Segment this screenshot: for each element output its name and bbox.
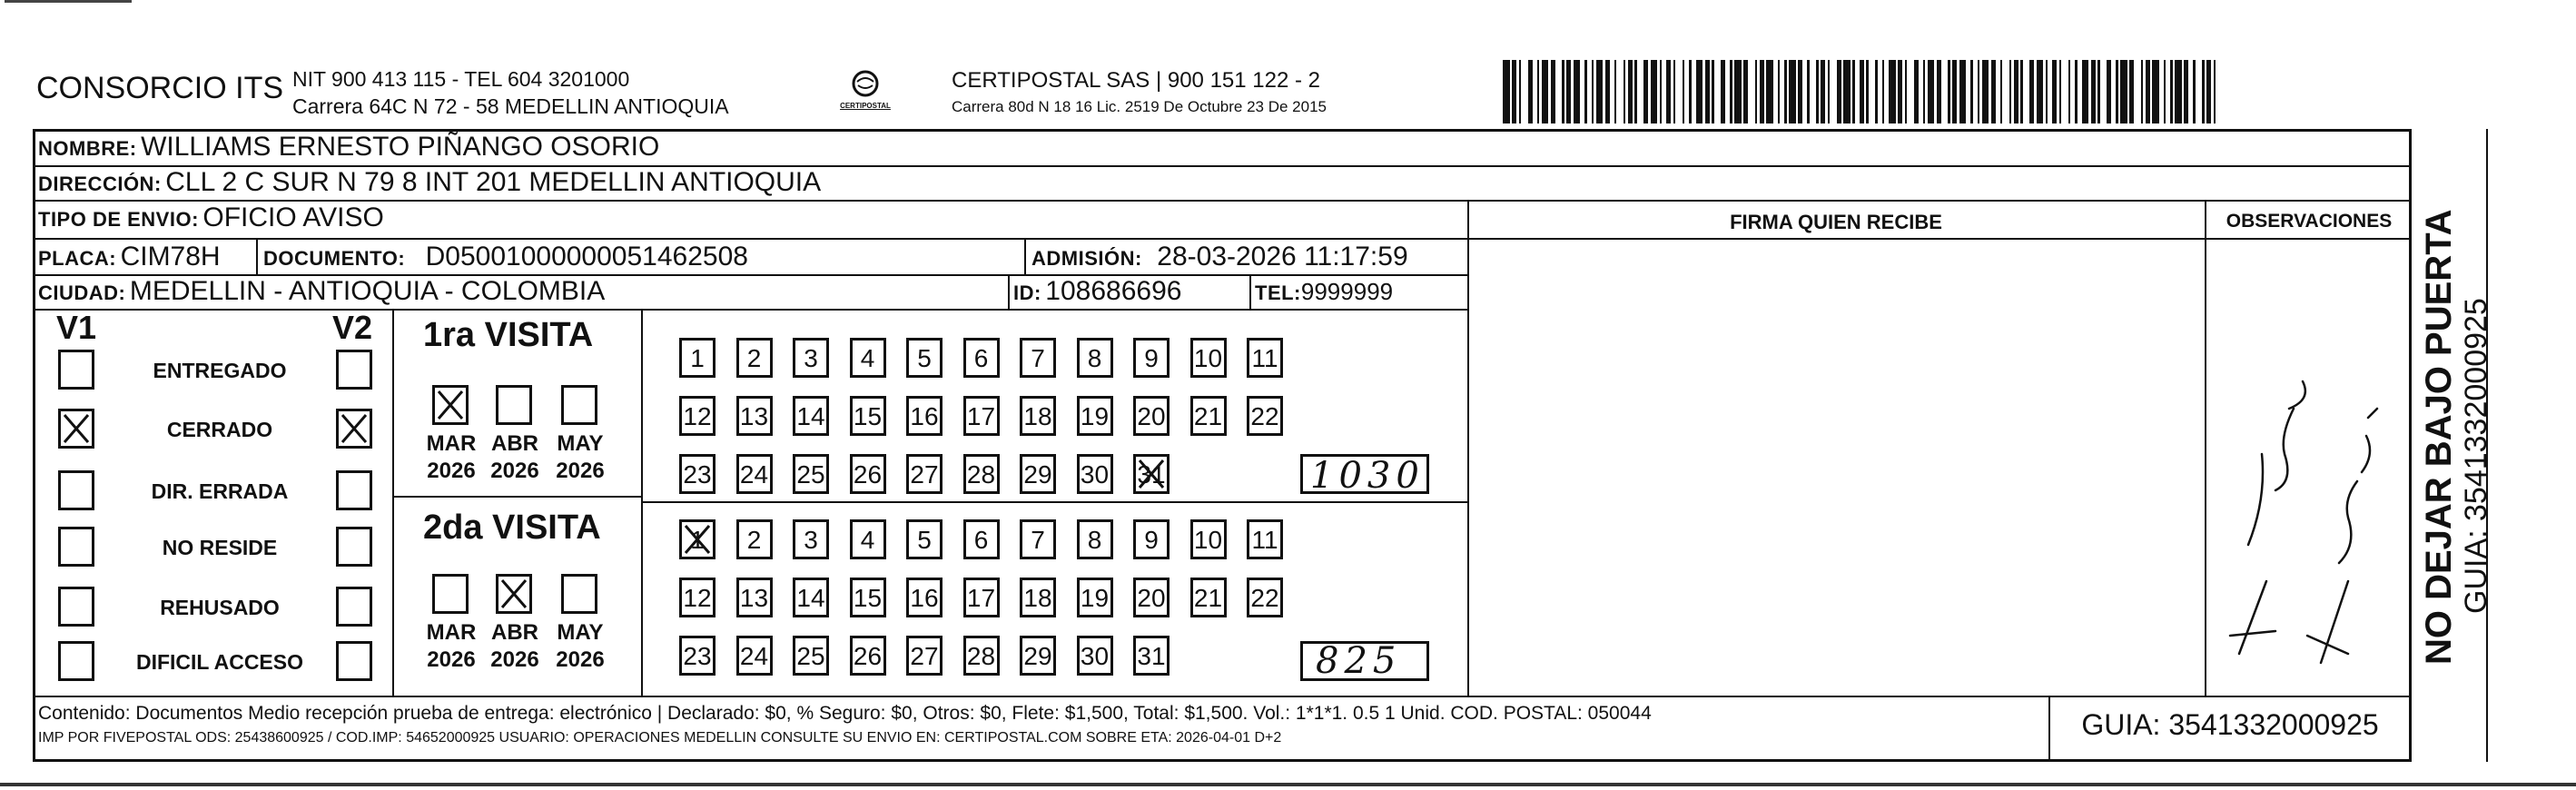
barcode-bar: [1889, 60, 1896, 123]
v2-checkbox[interactable]: [336, 641, 372, 681]
footer-line-1: Contenido: Documentos Medio recepción prueba de entrega: electrónico | Declarado: $0, % Seguro: $0, Otros: $0, Flete: $1,500, Total: $1,500. Vol.: 1*1*1. 0.5 1 Unid. COD. POSTAL: 050044: [38, 703, 1652, 724]
ciudad-value: MEDELLIN - ANTIOQUIA - COLOMBIA: [129, 276, 606, 306]
barcode-bar: [1810, 60, 1817, 123]
footer-line-2: IMP POR FIVEPOSTAL ODS: 25438600925 / COD.IMP: 54652000925 USUARIO: OPERACIONES MEDELLIN CONSULTE SU ENVIO EN: CERTIPOSTAL.COM SOBRE ETA: 2026-04-01 D+2: [38, 730, 1282, 746]
barcode-bar: [1843, 60, 1851, 123]
id-cell: [1013, 276, 1181, 307]
barcode-bar: [1574, 60, 1581, 123]
admision-value: 28-03-2026 11:17:59: [1157, 242, 1408, 272]
barcode-bar: [1616, 60, 1624, 123]
observaciones-header: OBSERVACIONES: [2226, 211, 2393, 232]
visit2-day-box[interactable]: 6: [963, 519, 1000, 559]
v1-checkbox[interactable]: [58, 470, 94, 510]
v2-checkbox[interactable]: [336, 350, 372, 390]
documento-value: D05001000000051462508: [425, 242, 748, 272]
admision-label: ADMISIÓN:: [1031, 247, 1142, 270]
visit1-day-box[interactable]: 18: [1020, 396, 1056, 436]
visit1-day-box[interactable]: 13: [736, 396, 773, 436]
barcode: [1503, 60, 2225, 123]
barcode-bar: [1555, 60, 1563, 123]
visit2-day-box[interactable]: 26: [850, 636, 886, 676]
barcode-bar: [2002, 60, 2009, 123]
visit2-day-box[interactable]: 15: [850, 578, 886, 617]
v1-checkbox[interactable]: [58, 641, 94, 681]
visit2-day-box[interactable]: 17: [963, 578, 1000, 617]
visit1-day-box[interactable]: 9: [1133, 338, 1170, 378]
nombre-value: WILLIAMS ERNESTO PIÑANGO OSORIO: [141, 132, 660, 162]
barcode-bar: [1637, 60, 1644, 123]
visit1-month-label: MAR: [426, 431, 477, 456]
visit1-day-box[interactable]: 27: [906, 454, 943, 494]
tel-value: 9999999: [1300, 278, 1394, 305]
visit1-day-box[interactable]: 30: [1077, 454, 1113, 494]
visit2-day-box[interactable]: 22: [1247, 578, 1283, 617]
visit1-day-box[interactable]: 22: [1247, 396, 1283, 436]
visit2-month-label: MAR: [426, 620, 477, 645]
barcode-bar: [2216, 60, 2223, 123]
tel-label: TEL:: [1255, 281, 1301, 304]
barcode-bar: [1789, 60, 1796, 123]
placa-cell: [38, 242, 221, 272]
visit2-day-box[interactable]: 12: [679, 578, 716, 617]
scan-top-mark: [5, 0, 132, 3]
visit1-month-checkbox[interactable]: [561, 385, 597, 425]
visit1-day-box[interactable]: 24: [736, 454, 773, 494]
visit1-month-label: MAY: [557, 431, 604, 456]
visit1-day-box[interactable]: 26: [850, 454, 886, 494]
barcode-bar: [2120, 60, 2127, 123]
id-label: ID:: [1013, 281, 1041, 304]
v2-checkbox[interactable]: [336, 527, 372, 567]
visit1-day-box[interactable]: 1: [679, 338, 716, 378]
barcode-bar: [1696, 60, 1703, 123]
visit2-day-box[interactable]: 21: [1190, 578, 1227, 617]
visit2-day-box[interactable]: 14: [793, 578, 829, 617]
barcode-bar: [2037, 60, 2044, 123]
visit1-day-box[interactable]: 15: [850, 396, 886, 436]
visit2-day-box[interactable]: [679, 519, 716, 559]
v2-label: V2: [332, 309, 373, 346]
barcode-bar: [1766, 60, 1773, 123]
documento-cell: [263, 242, 748, 272]
visit2-month-checkbox[interactable]: [496, 574, 532, 614]
visit1-day-box[interactable]: 16: [906, 396, 943, 436]
admision-cell: [1031, 242, 1408, 272]
visit1-day-box[interactable]: 5: [906, 338, 943, 378]
v2-checkbox[interactable]: [336, 587, 372, 627]
placa-label: PLACA:: [38, 247, 117, 270]
nombre-row: [38, 132, 659, 163]
tel-cell: [1255, 278, 1393, 306]
visit2-day-box[interactable]: 8: [1077, 519, 1113, 559]
status-label: CERRADO: [166, 418, 273, 441]
visit1-day-box[interactable]: 4: [850, 338, 886, 378]
visit1-year-label: 2026: [427, 459, 476, 483]
visit2-month-checkbox[interactable]: [561, 574, 597, 614]
visit2-day-box[interactable]: 3: [793, 519, 829, 559]
visit1-day-box[interactable]: 12: [679, 396, 716, 436]
visit2-month-label: MAY: [557, 620, 604, 645]
visit2-day-box[interactable]: 30: [1077, 636, 1113, 676]
visit2-day-box[interactable]: 31: [1133, 636, 1170, 676]
visit2-day-box[interactable]: 7: [1020, 519, 1056, 559]
visit1-day-box[interactable]: 25: [793, 454, 829, 494]
footer-guia: GUIA: 3541332000925: [2081, 708, 2379, 741]
placa-value: CIM78H: [120, 242, 221, 272]
visit1-day-box[interactable]: 29: [1020, 454, 1056, 494]
id-value: 108686696: [1045, 276, 1182, 306]
visit1-day-box[interactable]: 21: [1190, 396, 1227, 436]
ciudad-cell: [38, 276, 605, 307]
barcode-bar: [1542, 60, 1549, 123]
visit1-day-box[interactable]: 11: [1247, 338, 1283, 378]
barcode-bar: [1959, 60, 1967, 123]
visit2-day-box[interactable]: 16: [906, 578, 943, 617]
v1-checkbox[interactable]: [58, 587, 94, 627]
visit1-day-box[interactable]: 28: [963, 454, 1000, 494]
barcode-bar: [2061, 60, 2068, 123]
visit2-title: 2da VISITA: [423, 509, 601, 547]
visit1-day-box[interactable]: 19: [1077, 396, 1113, 436]
visit1-day-box[interactable]: 8: [1077, 338, 1113, 378]
visit1-day-box[interactable]: [1133, 454, 1170, 494]
status-label: DIFICIL ACCESO: [135, 650, 303, 674]
visit2-month-checkbox[interactable]: [432, 574, 469, 614]
tipo-envio-value: OFICIO AVISO: [202, 202, 384, 232]
v2-checkbox[interactable]: [336, 409, 372, 449]
documento-label: DOCUMENTO:: [263, 247, 406, 270]
v2-checkbox[interactable]: [336, 470, 372, 510]
visit1-day-box[interactable]: 23: [679, 454, 716, 494]
observaciones-handwriting: [2212, 272, 2403, 690]
carrier-line-1: CERTIPOSTAL SAS | 900 151 122 - 2: [952, 68, 1320, 93]
barcode-bar: [1830, 60, 1837, 123]
barcode-bar: [1982, 60, 1989, 123]
ciudad-label: CIUDAD:: [38, 281, 126, 304]
barcode-bar: [2082, 60, 2089, 123]
barcode-bar: [1941, 60, 1949, 123]
barcode-bar: [2196, 60, 2203, 123]
visit2-month-label: ABR: [491, 620, 538, 645]
visit1-year-label: 2026: [490, 459, 539, 483]
visit2-day-box[interactable]: 11: [1247, 519, 1283, 559]
v1-checkbox[interactable]: [58, 409, 94, 449]
company-line-1: NIT 900 413 115 - TEL 604 3201000: [292, 67, 630, 91]
status-label: ENTREGADO: [153, 359, 287, 382]
firma-header: FIRMA QUIEN RECIBE: [1730, 211, 1942, 233]
visit2-day-box[interactable]: 10: [1190, 519, 1227, 559]
barcode-bar: [2152, 60, 2159, 123]
barcode-bar: [1714, 60, 1722, 123]
visit1-time-handwritten: 1030: [1310, 455, 1425, 497]
visit2-year-label: 2026: [556, 647, 605, 672]
visit2-day-box[interactable]: 24: [736, 636, 773, 676]
visit2-day-box[interactable]: 4: [850, 519, 886, 559]
visit2-year-label: 2026: [427, 647, 476, 672]
company-line-2: Carrera 64C N 72 - 58 MEDELLIN ANTIOQUIA: [292, 94, 729, 118]
tipo-envio-label: TIPO DE ENVIO:: [38, 208, 199, 231]
scan-bottom-line: [0, 783, 2576, 786]
status-label: DIR. ERRADA: [151, 479, 289, 503]
barcode-bar: [1651, 60, 1658, 123]
visit1-day-box[interactable]: 2: [736, 338, 773, 378]
barcode-bar: [2100, 60, 2107, 123]
tipo-row: [38, 202, 384, 233]
visit2-day-box[interactable]: 23: [679, 636, 716, 676]
visit2-time-box: [1300, 641, 1429, 681]
visit1-time-box: [1300, 454, 1429, 497]
carrier-line-2: Carrera 80d N 18 16 Lic. 2519 De Octubre 23 De 2015: [952, 98, 1327, 115]
visit2-day-number: 1: [690, 526, 705, 554]
company-name: CONSORCIO ITS: [36, 71, 284, 105]
visit2-year-label: 2026: [490, 647, 539, 672]
side-warning: NO DEJAR BAJO PUERTA: [2419, 209, 2459, 665]
visit2-time-handwritten: 825: [1316, 640, 1402, 682]
visit1-month-checkbox[interactable]: [432, 385, 469, 425]
visit1-year-label: 2026: [556, 459, 605, 483]
visit2-day-box[interactable]: 25: [793, 636, 829, 676]
status-label: NO RESIDE: [162, 536, 278, 559]
direccion-label: DIRECCIÓN:: [38, 173, 162, 195]
visit1-day-box[interactable]: 20: [1133, 396, 1170, 436]
barcode-bar: [2175, 60, 2182, 123]
visit1-month-checkbox[interactable]: [496, 385, 532, 425]
logo-text: CERTIPOSTAL: [840, 102, 891, 110]
barcode-bar: [2134, 60, 2141, 123]
barcode-bar: [1869, 60, 1876, 123]
visit2-day-box[interactable]: 13: [736, 578, 773, 617]
v1-checkbox[interactable]: [58, 350, 94, 390]
visit2-day-box[interactable]: 27: [906, 636, 943, 676]
nombre-label: NOMBRE:: [38, 137, 137, 160]
barcode-bar: [1928, 60, 1935, 123]
visit1-day-box[interactable]: 6: [963, 338, 1000, 378]
visit1-day-number: 31: [1137, 460, 1166, 489]
visit2-day-box[interactable]: 18: [1020, 578, 1056, 617]
visit2-day-box[interactable]: 28: [963, 636, 1000, 676]
visit2-day-box[interactable]: 5: [906, 519, 943, 559]
direccion-row: [38, 167, 821, 198]
barcode-bar: [1748, 60, 1755, 123]
barcode-bar: [1521, 60, 1528, 123]
barcode-bar: [1675, 60, 1683, 123]
visit2-day-box[interactable]: 29: [1020, 636, 1056, 676]
visit1-day-box[interactable]: 10: [1190, 338, 1227, 378]
visit2-day-box[interactable]: 19: [1077, 578, 1113, 617]
barcode-bar: [1596, 60, 1604, 123]
direccion-value: CLL 2 C SUR N 79 8 INT 201 MEDELLIN ANTIOQUIA: [165, 167, 822, 197]
v1-checkbox[interactable]: [58, 527, 94, 567]
visit1-day-box[interactable]: 14: [793, 396, 829, 436]
visit1-month-label: ABR: [491, 431, 538, 456]
side-guia: GUIA: 3541332000925: [2459, 298, 2493, 614]
barcode-bar: [2023, 60, 2030, 123]
visit2-day-box[interactable]: 2: [736, 519, 773, 559]
barcode-bar: [1503, 60, 1510, 123]
visit1-title: 1ra VISITA: [423, 316, 594, 354]
barcode-bar: [1907, 60, 1914, 123]
v1-label: V1: [56, 309, 97, 346]
check-mark-icon: [1136, 457, 1167, 501]
barcode-bar: [1734, 60, 1742, 123]
visit1-day-box[interactable]: 17: [963, 396, 1000, 436]
visit2-day-box[interactable]: 9: [1133, 519, 1170, 559]
status-label: REHUSADO: [160, 596, 280, 619]
visit1-day-box[interactable]: 7: [1020, 338, 1056, 378]
visit2-day-box[interactable]: 20: [1133, 578, 1170, 617]
certipostal-logo: [834, 65, 897, 118]
check-mark-icon: [682, 522, 713, 567]
visit1-day-box[interactable]: 3: [793, 338, 829, 378]
side-text: [2419, 156, 2493, 665]
